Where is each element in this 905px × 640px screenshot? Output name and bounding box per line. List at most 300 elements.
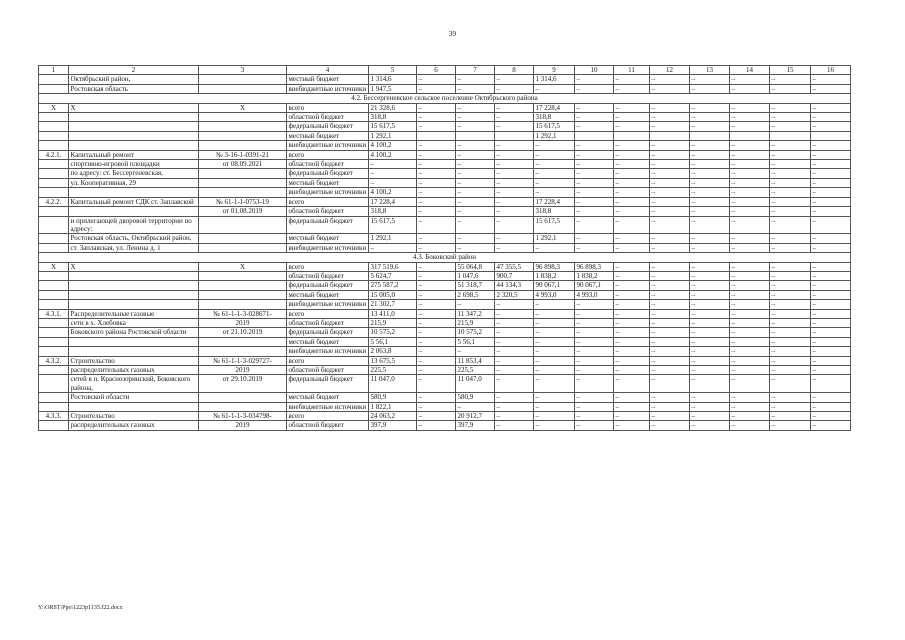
value-cell: – (770, 216, 811, 234)
value-cell: 96 898,3 (534, 262, 575, 271)
value-cell: – (811, 421, 851, 430)
row-number-cell (39, 216, 69, 234)
value-cell: – (614, 150, 650, 159)
value-cell: – (730, 290, 770, 299)
table-row (39, 375, 851, 393)
value-cell: – (730, 207, 770, 216)
document-cell: от 08.09.2021 (199, 160, 287, 169)
value-cell: – (495, 318, 534, 327)
funding-source-cell: местный бюджет (287, 337, 369, 346)
value-cell: – (690, 290, 730, 299)
value-cell: – (650, 281, 690, 290)
document-cell (199, 243, 287, 252)
value-cell: – (417, 197, 456, 206)
object-name-cell: Строительство (69, 412, 199, 421)
row-number-cell (39, 131, 69, 140)
value-cell: – (811, 402, 851, 411)
value-cell: – (770, 337, 811, 346)
value-cell: – (456, 207, 495, 216)
value-cell (614, 131, 650, 140)
value-cell: – (811, 141, 851, 150)
value-cell: – (614, 347, 650, 356)
value-cell: – (575, 103, 614, 112)
value-cell: 4 993,0 (534, 290, 575, 299)
value-cell: – (650, 197, 690, 206)
document-cell (199, 122, 287, 131)
value-cell: – (690, 356, 730, 365)
value-cell: 11 047,0 (369, 375, 417, 393)
value-cell: – (495, 243, 534, 252)
value-cell: 11 347,2 (456, 309, 495, 318)
value-cell: – (456, 178, 495, 187)
value-cell: – (770, 347, 811, 356)
funding-source-cell: всего (287, 412, 369, 421)
value-cell: – (650, 300, 690, 309)
value-cell: – (730, 375, 770, 393)
value-cell: – (614, 84, 650, 93)
value-cell: – (534, 318, 575, 327)
value-cell: – (690, 169, 730, 178)
value-cell: – (369, 243, 417, 252)
value-cell: – (811, 169, 851, 178)
document-cell (199, 113, 287, 122)
document-cell (199, 347, 287, 356)
funding-source-cell: областной бюджет (287, 366, 369, 375)
document-cell: 2019 (199, 318, 287, 327)
value-cell: – (730, 178, 770, 187)
value-cell: – (650, 393, 690, 402)
value-cell: – (495, 393, 534, 402)
table-row (39, 281, 851, 290)
value-cell: – (456, 103, 495, 112)
funding-source-cell: областной бюджет (287, 160, 369, 169)
document-cell (199, 84, 287, 93)
row-number-cell (39, 207, 69, 216)
value-cell: – (811, 243, 851, 252)
value-cell: – (534, 84, 575, 93)
value-cell: – (730, 84, 770, 93)
row-number-cell: X (39, 262, 69, 271)
value-cell (770, 131, 811, 140)
table-row (39, 412, 851, 421)
value-cell: – (417, 328, 456, 337)
value-cell: – (811, 375, 851, 393)
document-cell (199, 393, 287, 402)
value-cell: – (614, 103, 650, 112)
value-cell: – (690, 160, 730, 169)
value-cell: – (811, 103, 851, 112)
object-name-cell (69, 207, 199, 216)
value-cell: – (770, 290, 811, 299)
object-name-cell: и прилегающей дворовой территории по адресу: (69, 216, 199, 234)
column-number-cell: 13 (690, 66, 730, 75)
value-cell (495, 131, 534, 140)
value-cell: – (456, 84, 495, 93)
row-number-cell (39, 122, 69, 131)
value-cell: 51 318,7 (456, 281, 495, 290)
object-name-cell: Ростовская область (69, 84, 199, 93)
value-cell: 1 947,5 (369, 84, 417, 93)
value-cell: – (575, 188, 614, 197)
value-cell: – (495, 169, 534, 178)
value-cell: – (495, 103, 534, 112)
value-cell: – (575, 309, 614, 318)
value-cell: – (495, 300, 534, 309)
value-cell: – (811, 366, 851, 375)
value-cell: – (575, 402, 614, 411)
value-cell: – (456, 113, 495, 122)
value-cell: – (770, 141, 811, 150)
value-cell: – (534, 188, 575, 197)
value-cell: – (417, 262, 456, 271)
row-number-cell: 4.2.1. (39, 150, 69, 159)
value-cell (650, 131, 690, 140)
table-row (39, 103, 851, 112)
table-row (39, 402, 851, 411)
value-cell: – (770, 393, 811, 402)
row-number-cell (39, 393, 69, 402)
value-cell: – (495, 421, 534, 430)
value-cell (456, 131, 495, 140)
value-cell: – (417, 84, 456, 93)
value-cell: 397,9 (456, 421, 495, 430)
value-cell: – (417, 300, 456, 309)
value-cell: – (690, 75, 730, 84)
value-cell: – (575, 347, 614, 356)
value-cell: – (614, 243, 650, 252)
table-row (39, 309, 851, 318)
value-cell: – (575, 160, 614, 169)
value-cell: 1 292,1 (369, 234, 417, 243)
row-number-cell (39, 318, 69, 327)
column-number-cell: 4 (287, 66, 369, 75)
value-cell: – (417, 75, 456, 84)
table-row (39, 169, 851, 178)
value-cell: – (417, 318, 456, 327)
value-cell: – (614, 402, 650, 411)
value-cell: – (650, 84, 690, 93)
value-cell: 55 064,8 (456, 262, 495, 271)
value-cell: – (495, 84, 534, 93)
value-cell: – (495, 122, 534, 131)
document-cell: № 61-1-1-3-034798- (199, 412, 287, 421)
document-cell (199, 188, 287, 197)
value-cell: – (730, 356, 770, 365)
funding-source-cell: областной бюджет (287, 271, 369, 280)
row-number-cell (39, 300, 69, 309)
object-name-cell (69, 337, 199, 346)
value-cell: – (650, 207, 690, 216)
value-cell: – (650, 178, 690, 187)
value-cell: – (730, 122, 770, 131)
value-cell: 24 063,2 (369, 412, 417, 421)
value-cell: – (650, 290, 690, 299)
footer-file-path: Y:\ORST\Ppo\1223p1135.f22.docx (38, 605, 123, 611)
row-number-cell (39, 366, 69, 375)
value-cell: 17 228,4 (369, 197, 417, 206)
document-cell: от 21.10.2019 (199, 328, 287, 337)
value-cell: – (575, 356, 614, 365)
column-number-cell: 16 (811, 66, 851, 75)
document-cell: 2019 (199, 366, 287, 375)
value-cell: – (495, 141, 534, 150)
value-cell: – (534, 366, 575, 375)
object-name-cell: Строительство (69, 356, 199, 365)
value-cell: 1 838,2 (575, 271, 614, 280)
value-cell: – (369, 160, 417, 169)
value-cell (417, 131, 456, 140)
value-cell: – (575, 421, 614, 430)
row-number-cell (39, 141, 69, 150)
value-cell: – (811, 412, 851, 421)
value-cell: – (730, 412, 770, 421)
value-cell: – (456, 347, 495, 356)
value-cell: 13 411,0 (369, 309, 417, 318)
value-cell: – (417, 150, 456, 159)
value-cell: – (730, 141, 770, 150)
value-cell: – (811, 188, 851, 197)
value-cell: – (495, 75, 534, 84)
document-cell (199, 234, 287, 243)
value-cell: – (770, 160, 811, 169)
value-cell: – (770, 188, 811, 197)
value-cell: – (534, 150, 575, 159)
value-cell: – (575, 197, 614, 206)
object-name-cell (69, 402, 199, 411)
value-cell: – (811, 150, 851, 159)
document-cell (199, 337, 287, 346)
value-cell: – (534, 347, 575, 356)
value-cell: – (690, 122, 730, 131)
column-number-cell: 9 (534, 66, 575, 75)
object-name-cell: сетей в п. Краснозоринский, Боковского района, (69, 375, 199, 393)
value-cell: – (495, 188, 534, 197)
column-number-cell: 6 (417, 66, 456, 75)
value-cell: – (650, 262, 690, 271)
value-cell: – (575, 337, 614, 346)
value-cell: – (417, 178, 456, 187)
value-cell: – (811, 207, 851, 216)
value-cell: – (770, 421, 811, 430)
value-cell: – (770, 150, 811, 159)
value-cell: – (575, 243, 614, 252)
value-cell: – (730, 113, 770, 122)
value-cell: – (456, 160, 495, 169)
column-number-row (39, 66, 851, 75)
value-cell: – (770, 309, 811, 318)
value-cell: 1 292,1 (534, 131, 575, 140)
object-name-cell (69, 131, 199, 140)
funding-source-cell: местный бюджет (287, 290, 369, 299)
value-cell: – (650, 402, 690, 411)
value-cell: – (495, 366, 534, 375)
column-number-cell: 7 (456, 66, 495, 75)
value-cell: – (730, 103, 770, 112)
value-cell: – (650, 75, 690, 84)
value-cell: – (534, 169, 575, 178)
value-cell: – (417, 141, 456, 150)
value-cell: – (534, 402, 575, 411)
value-cell: – (417, 393, 456, 402)
row-number-cell: 4.2.2. (39, 197, 69, 206)
funding-source-cell: местный бюджет (287, 131, 369, 140)
value-cell: 15 005,0 (369, 290, 417, 299)
object-name-cell (69, 122, 199, 131)
value-cell: – (575, 318, 614, 327)
value-cell: – (614, 412, 650, 421)
table-row (39, 216, 851, 234)
object-name-cell: Октябрьский район, (69, 75, 199, 84)
column-number-cell: 3 (199, 66, 287, 75)
value-cell: 2 063,8 (369, 347, 417, 356)
value-cell: – (495, 402, 534, 411)
value-cell: 90 067,1 (575, 281, 614, 290)
value-cell: 90 067,1 (534, 281, 575, 290)
value-cell: – (417, 207, 456, 216)
value-cell: – (534, 309, 575, 318)
value-cell: – (730, 366, 770, 375)
section-title: 4.3. Боковский район (39, 253, 851, 262)
row-number-cell (39, 402, 69, 411)
table-row (39, 160, 851, 169)
value-cell: – (811, 262, 851, 271)
funding-source-cell: внебюджетные источники (287, 141, 369, 150)
value-cell: – (811, 309, 851, 318)
value-cell (690, 131, 730, 140)
object-name-cell: Ростовской области (69, 393, 199, 402)
table-row (39, 113, 851, 122)
value-cell: – (614, 337, 650, 346)
value-cell: – (417, 412, 456, 421)
value-cell: – (534, 421, 575, 430)
section-header-row (39, 94, 851, 103)
document-cell: 2019 (199, 421, 287, 430)
value-cell: – (495, 309, 534, 318)
value-cell: – (690, 178, 730, 187)
value-cell: – (770, 84, 811, 93)
object-name-cell: по адресу: ст. Бессергеневская, (69, 169, 199, 178)
object-name-cell: спортивно-игровой площадки (69, 160, 199, 169)
value-cell: – (650, 271, 690, 280)
value-cell: – (690, 375, 730, 393)
value-cell: – (614, 122, 650, 131)
value-cell: – (650, 318, 690, 327)
value-cell: – (417, 271, 456, 280)
table-row (39, 188, 851, 197)
value-cell: – (575, 300, 614, 309)
row-number-cell (39, 337, 69, 346)
value-cell: 15 617,5 (369, 122, 417, 131)
value-cell: 4 100,2 (369, 141, 417, 150)
value-cell: 21 302,7 (369, 300, 417, 309)
value-cell: – (690, 197, 730, 206)
value-cell: 4 100,2 (369, 150, 417, 159)
document-cell (199, 141, 287, 150)
funding-source-cell: федеральный бюджет (287, 169, 369, 178)
table-row (39, 366, 851, 375)
value-cell: – (811, 216, 851, 234)
row-number-cell (39, 188, 69, 197)
value-cell: – (811, 122, 851, 131)
value-cell: 580,9 (369, 393, 417, 402)
value-cell: – (690, 393, 730, 402)
value-cell: – (456, 216, 495, 234)
value-cell: 317 519,6 (369, 262, 417, 271)
value-cell: – (690, 207, 730, 216)
value-cell: 318,8 (369, 113, 417, 122)
column-number-cell: 10 (575, 66, 614, 75)
value-cell: – (614, 309, 650, 318)
value-cell: – (614, 271, 650, 280)
value-cell: – (770, 402, 811, 411)
table-row (39, 131, 851, 140)
row-number-cell: 4.3.2. (39, 356, 69, 365)
value-cell: – (534, 375, 575, 393)
value-cell: – (417, 243, 456, 252)
value-cell: – (650, 421, 690, 430)
value-cell: – (730, 197, 770, 206)
value-cell: – (575, 375, 614, 393)
value-cell: – (770, 375, 811, 393)
table-row (39, 141, 851, 150)
document-cell: от 29.10.2019 (199, 375, 287, 393)
value-cell: – (690, 234, 730, 243)
value-cell: – (690, 318, 730, 327)
value-cell: – (369, 169, 417, 178)
value-cell: – (730, 309, 770, 318)
value-cell: 21 328,6 (369, 103, 417, 112)
funding-source-cell: областной бюджет (287, 207, 369, 216)
value-cell: – (614, 234, 650, 243)
value-cell: – (456, 141, 495, 150)
value-cell: – (730, 328, 770, 337)
value-cell (730, 131, 770, 140)
value-cell: – (417, 290, 456, 299)
value-cell: – (495, 412, 534, 421)
value-cell: – (534, 178, 575, 187)
value-cell: – (770, 281, 811, 290)
row-number-cell (39, 84, 69, 93)
column-number-cell: 5 (369, 66, 417, 75)
funding-source-cell: местный бюджет (287, 393, 369, 402)
row-number-cell (39, 178, 69, 187)
table-row (39, 243, 851, 252)
value-cell: 318,8 (369, 207, 417, 216)
column-number-cell: 14 (730, 66, 770, 75)
value-cell: – (417, 337, 456, 346)
value-cell: 215,9 (369, 318, 417, 327)
value-cell: – (495, 328, 534, 337)
funding-source-cell: областной бюджет (287, 421, 369, 430)
table-row (39, 318, 851, 327)
document-cell (199, 131, 287, 140)
value-cell: – (614, 318, 650, 327)
value-cell: – (575, 366, 614, 375)
value-cell: 4 100,2 (369, 188, 417, 197)
value-cell: – (650, 347, 690, 356)
value-cell: – (730, 421, 770, 430)
value-cell: – (770, 122, 811, 131)
value-cell: 225,5 (456, 366, 495, 375)
value-cell: – (495, 216, 534, 234)
table-row (39, 122, 851, 131)
row-number-cell (39, 234, 69, 243)
value-cell: – (811, 84, 851, 93)
value-cell: – (770, 103, 811, 112)
row-number-cell (39, 328, 69, 337)
value-cell: – (495, 356, 534, 365)
column-number-cell: 11 (614, 66, 650, 75)
